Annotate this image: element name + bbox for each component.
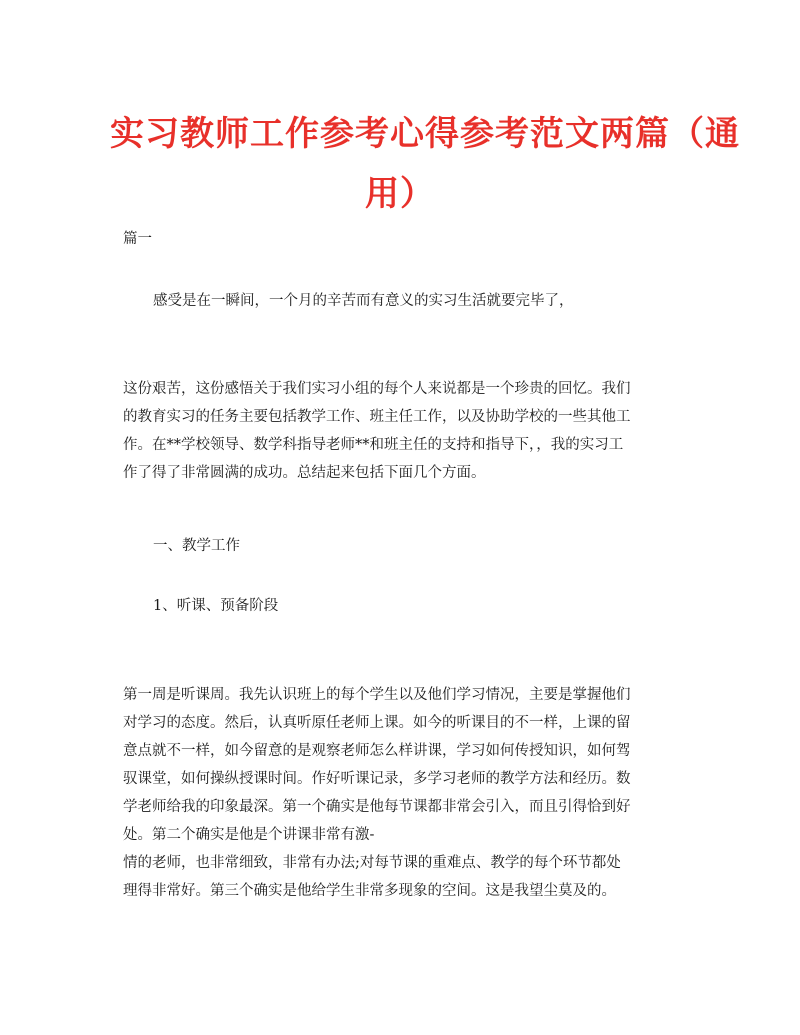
paragraph-line: 学老师给我的印象最深。第一个确实是他每节课都非常会引入，而且引得恰到好: [123, 799, 631, 815]
paragraph-line: 理得非常好。第三个确实是他给学生非常多现象的空间。这是我望尘莫及的。: [123, 883, 616, 899]
paragraph-line: 这份艰苦，这份感悟关于我们实习小组的每个人来说都是一个珍贵的回忆。我们: [123, 381, 631, 397]
section-label: 篇一: [123, 231, 152, 247]
paragraph-line: 作。在**学校领导、数学科指导老师**和班主任的支持和指导下，，我的实习工: [123, 437, 624, 453]
paragraph-line: 第一周是听课周。我先认识班上的每个学生以及他们学习情况，主要是掌握他们: [123, 687, 631, 703]
subsection-heading-listening: 1、听课、预备阶段: [153, 598, 279, 614]
document-title-line-2: 用）: [365, 174, 435, 214]
intro-paragraph: 感受是在一瞬间，一个月的辛苦而有意义的实习生活就要完毕了，: [153, 293, 574, 309]
document-title-line-1: 实习教师工作参考心得参考范文两篇（通: [110, 114, 740, 154]
section-heading-teaching: 一、教学工作: [153, 538, 240, 554]
paragraph-line: 处。第二个确实是他是个讲课非常有激-: [123, 827, 375, 843]
paragraph-line: 对学习的态度。然后，认真听原任老师上课。如今的听课目的不一样，上课的留: [123, 715, 631, 731]
paragraph-line: 的教育实习的任务主要包括教学工作、班主任工作，以及协助学校的一些其他工: [123, 409, 631, 425]
paragraph-line: 情的老师，也非常细致，非常有办法;对每节课的重难点、教学的每个环节都处: [123, 855, 621, 871]
paragraph-line: 驭课堂，如何操纵授课时间。作好听课记录，多学习老师的教学方法和经历。数: [123, 771, 631, 787]
paragraph-line: 意点就不一样，如今留意的是观察老师怎么样讲课，学习如何传授知识，如何驾: [123, 743, 631, 759]
paragraph-line: 作了得了非常圆满的成功。总结起来包括下面几个方面。: [123, 465, 486, 481]
